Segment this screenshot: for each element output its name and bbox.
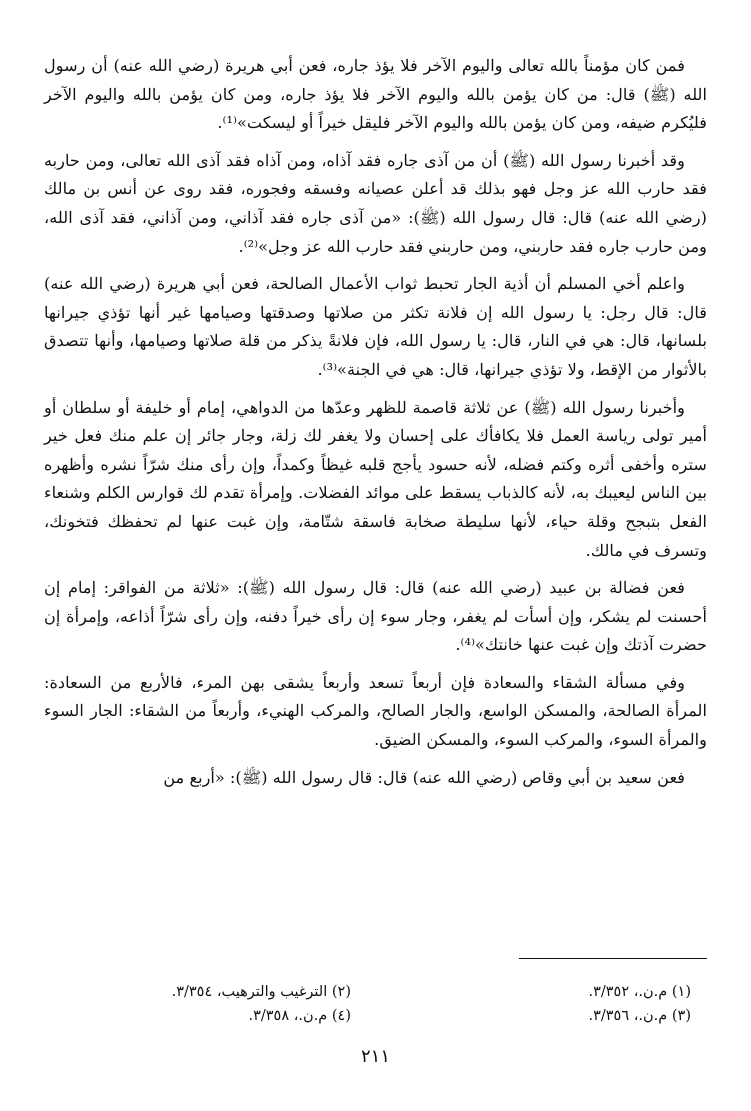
footnote-4: (٤) م.ن.، ٣/٣٥٨.: [248, 1008, 351, 1024]
paragraph: واعلم أخي المسلم أن أذية الجار تحبط ثواب الأعمال الصالحة، فعن أبي هريرة (رضي الله عنه) قال: قال رجل: يا رسول الله إن فلانة تكثر من صلاتها وصدقتها وصيامها غير أنها تؤذي جيرانها بلسانها، قال: هي في النار، قال: يا رسول الله، فإن فلانةً يذكر من قلة صلاتها وصيامها، وأنها تتصدق بالأثوار من الإقط، ولا تؤذي جيرانها، قال: هي في الجنة»⁽³⁾.: [44, 274, 707, 379]
paragraph: وأخبرنا رسول الله (ﷺ) عن ثلاثة قاصمة للظهر وعدّها من الدواهي، إمام أو خليفة أو سلطان أو أمير تولى رياسة العمل فلا يكافأك على إحسان ولا يغفر لك زلة، وجار جائر إن علم منك فعل خير ستره وأخفى أثره وكتم فضله، لأنه حسود يأجج قلبه غيظاً وكمداً، وإن رأى منك شرّاً نشره وأظهره بين الناس ليعيبك به، لأنه كالذباب يسقط على موائد الفضلات. وإمرأة تقدم لك قوارس الكلم وشنعاء الفعل بتبجح وقلة حياء، لأنها سليطة صخابة فاسقة شتّامة، وإن غبت عنها لم تحفظك فتخونك، وتسرف في مالك.: [44, 397, 707, 560]
footnote-divider: [519, 958, 707, 959]
paragraph: فمن كان مؤمناً بالله تعالى واليوم الآخر فلا يؤذ جاره، فعن أبي هريرة (رضي الله عنه) أن رسول الله (ﷺ) قال: من كان يؤمن بالله واليوم الآخر فلا يؤذ جاره، ومن كان يؤمن بالله واليوم الآخر فليُكرم ضيفه، ومن كان يؤمن بالله واليوم الآخر فليقل خيراً أو ليسكت»⁽¹⁾.: [44, 56, 707, 133]
paragraph: فعن فضالة بن عبيد (رضي الله عنه) قال: قال رسول الله (ﷺ): «ثلاثة من الفواقر: إمام إن أحسنت لم يشكر، وإن أسأت لم يغفر، وجار سوء إن رأى خيراً دفنه، وإن رأى شرّاً أذاعه، وإمرأة إن حضرت آذتك وإن غبت عنها خانتك»⁽⁴⁾.: [44, 578, 707, 655]
footnote-3: (٣) م.ن.، ٣/٣٥٦.: [588, 1008, 691, 1024]
paragraph: وقد أخبرنا رسول الله (ﷺ) أن من آذى جاره فقد آذاه، ومن آذاه فقد آذى الله تعالى، ومن حاربه فقد حارب الله عز وجل فهو بذلك قد أعلن عصيانه وفسقه وفجوره، فقد روى عن أنس بن مالك (رضي الله عنه) قال: قال رسول الله (ﷺ): «من آذى جاره فقد آذاني، ومن آذاني، فقد آذى الله، ومن حارب جاره فقد حاربني، ومن حاربني فقد حارب الله عز وجل»⁽²⁾.: [44, 150, 707, 256]
paragraph: فعن سعيد بن أبي وقاص (رضي الله عنه) قال: قال رسول الله (ﷺ): «أربع من: [163, 767, 685, 787]
footnote-1: (١) م.ن.، ٣/٣٥٢.: [588, 984, 691, 1000]
page-number: ٢١١: [360, 1046, 390, 1067]
footnotes: [51, 980, 691, 1028]
paragraph: وفي مسألة الشقاء والسعادة فإن أربعاً تسعد وأربعاً يشقى بهن المرء، فالأربع من السعادة: المرأة الصالحة، والمسكن الواسع، والجار الصالح، والمركب الهنيء، وأربعاً من الشقاء: الجار السوء والمرأة السوء، والمركب السوء، والمسكن الضيق.: [44, 672, 707, 750]
body-text: [44, 52, 707, 792]
footnote-2: (٢) الترغيب والترهيب، ٣/٣٥٤.: [171, 984, 351, 1000]
